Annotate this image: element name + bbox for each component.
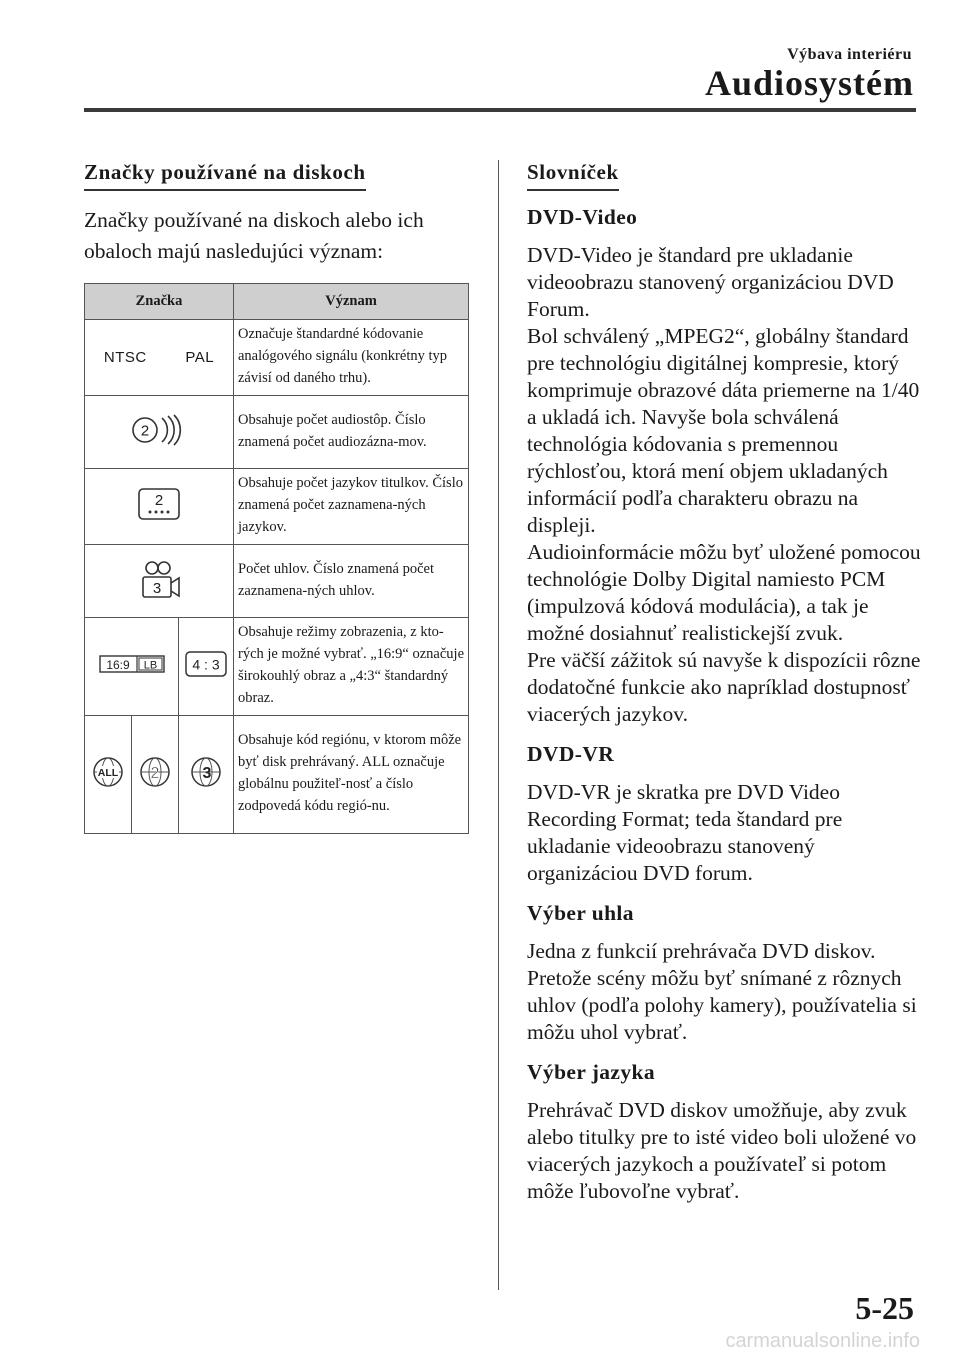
table-row — [85, 545, 469, 618]
glossary-term: DVD-Video — [527, 205, 638, 229]
mark-cell — [85, 618, 179, 716]
aspect-ratio-label: 4 : 3 — [192, 656, 220, 673]
pal-label: PAL — [185, 349, 215, 366]
header-meaning: Význam — [234, 284, 469, 320]
left-column — [84, 160, 469, 834]
widescreen-label: 16:9 — [105, 658, 130, 672]
watermark: carmanualsonline.info — [725, 1330, 920, 1352]
glossary-entry — [527, 1060, 922, 1205]
glossary-term: Výber jazyka — [527, 1060, 656, 1084]
glossary-entry — [527, 901, 922, 1046]
glossary-title: Slovníček — [527, 160, 619, 191]
aspect-ratio-icon — [184, 650, 228, 678]
camera-angle-number: 3 — [152, 579, 162, 597]
region-2-icon — [139, 756, 171, 788]
mark-cell — [179, 618, 234, 716]
region-2-label: 2 — [150, 765, 160, 782]
table-row — [85, 716, 469, 834]
region-3-label: 3 — [202, 765, 212, 782]
meaning-cell: Počet uhlov. Číslo znamená počet zaznamena-ných uhlov. — [234, 545, 469, 618]
audio-tracks-icon — [129, 414, 189, 446]
glossary-definition: Jedna z funkcií prehrávača DVD diskov. Pretože scény môžu byť snímané z rôznych uhlov (podľa polohy kamery), používatelia si môžu uhol vybrať. — [527, 939, 917, 1044]
meaning-cell: Obsahuje počet audiostôp. Číslo znamená počet audiozázna-mov. — [234, 396, 469, 469]
mark-cell — [85, 545, 234, 618]
mark-cell — [85, 320, 234, 396]
header-section: Výbava interiéru — [787, 46, 912, 63]
meaning-cell: Obsahuje počet jazykov titulkov. Číslo znamená počet zaznamena-ných jazykov. — [234, 469, 469, 545]
table-row — [85, 320, 469, 396]
section-title: Značky používané na diskoch — [84, 160, 366, 191]
table-row — [85, 469, 469, 545]
header-rule — [84, 108, 916, 112]
subtitles-number: 2 — [154, 492, 164, 509]
mark-cell — [132, 716, 179, 834]
glossary-definition: DVD-VR je skratka pre DVD Video Recording Format; teda štandard pre ukladanie videoobrazu stanovený organizáciou DVD forum. — [527, 780, 843, 885]
mark-cell — [179, 716, 234, 834]
subtitles-icon — [137, 487, 181, 521]
page-number: 5-25 — [855, 1290, 914, 1326]
mark-cell — [85, 396, 234, 469]
audio-tracks-number: 2 — [140, 422, 150, 439]
glossary-definition: Prehrávač DVD diskov umožňuje, aby zvuk alebo titulky pre to isté video boli uložené vo viacerých jazykoch a používateľ si potom môže ľubovoľne vybrať. — [527, 1098, 917, 1203]
region-all-label: ALL — [97, 767, 119, 779]
region-all-icon — [92, 756, 124, 788]
glossary-term: Výber uhla — [527, 901, 634, 925]
section-intro: Značky používané na diskoch alebo ich obaloch majú nasledujúci význam: — [84, 208, 424, 263]
glossary-term: DVD-VR — [527, 742, 615, 766]
widescreen-letterbox-icon — [99, 654, 165, 674]
disc-marks-table — [84, 283, 469, 834]
glossary-entry — [527, 742, 922, 887]
table-row — [85, 396, 469, 469]
camera-angle-icon — [135, 559, 183, 599]
mark-cell — [85, 716, 132, 834]
table-header-row — [85, 284, 469, 320]
meaning-cell: Obsahuje kód regiónu, v ktorom môže byť disk prehrávaný. ALL označuje globálnu použiteľ-nosť a číslo zodpovedá kódu regió-nu. — [234, 716, 469, 834]
meaning-cell: Obsahuje režimy zobrazenia, z kto-rých je možné vybrať. „16:9“ označuje širokouhlý obraz a „4:3“ štandardný obraz. — [234, 618, 469, 716]
right-column — [527, 160, 922, 1205]
column-divider — [498, 160, 499, 1290]
glossary-entry — [527, 205, 922, 728]
ntsc-label: NTSC — [103, 349, 147, 366]
meaning-cell: Označuje štandardné kódovanie analógového signálu (konkrétny typ závisí od daného trhu). — [234, 320, 469, 396]
glossary-definition: DVD-Video je štandard pre ukladanie videoobrazu stanovený organizáciou DVD Forum. Bol schválený „MPEG2“, globálny štandard pre technológiu digitálnej kompresie, ktorý komprimuje obrazové dáta priemerne na 1/40 a ukladá ich. Navyše bola schválená technológia kódovania s premennou rýchlosťou, ktorá mení objem ukladaných informácií podľa charakteru obrazu na displeji. Audioinformácie môžu byť uložené pomocou technológie Dolby Digital namiesto PCM (impulzová kódová modulácia), a tak je možné dosiahnuť realistickejší zvuk. Pre väčší zážitok sú navyše k dispozícii rôzne dodatočné funkcie ako napríklad dostupnosť viacerých jazykov. — [527, 243, 921, 726]
table-row — [85, 618, 469, 716]
region-3-icon — [190, 756, 222, 788]
mark-cell — [85, 469, 234, 545]
header-chapter-title: Audiosystém — [704, 63, 914, 103]
header-mark: Značka — [85, 284, 234, 320]
letterbox-label: LB — [143, 659, 157, 672]
